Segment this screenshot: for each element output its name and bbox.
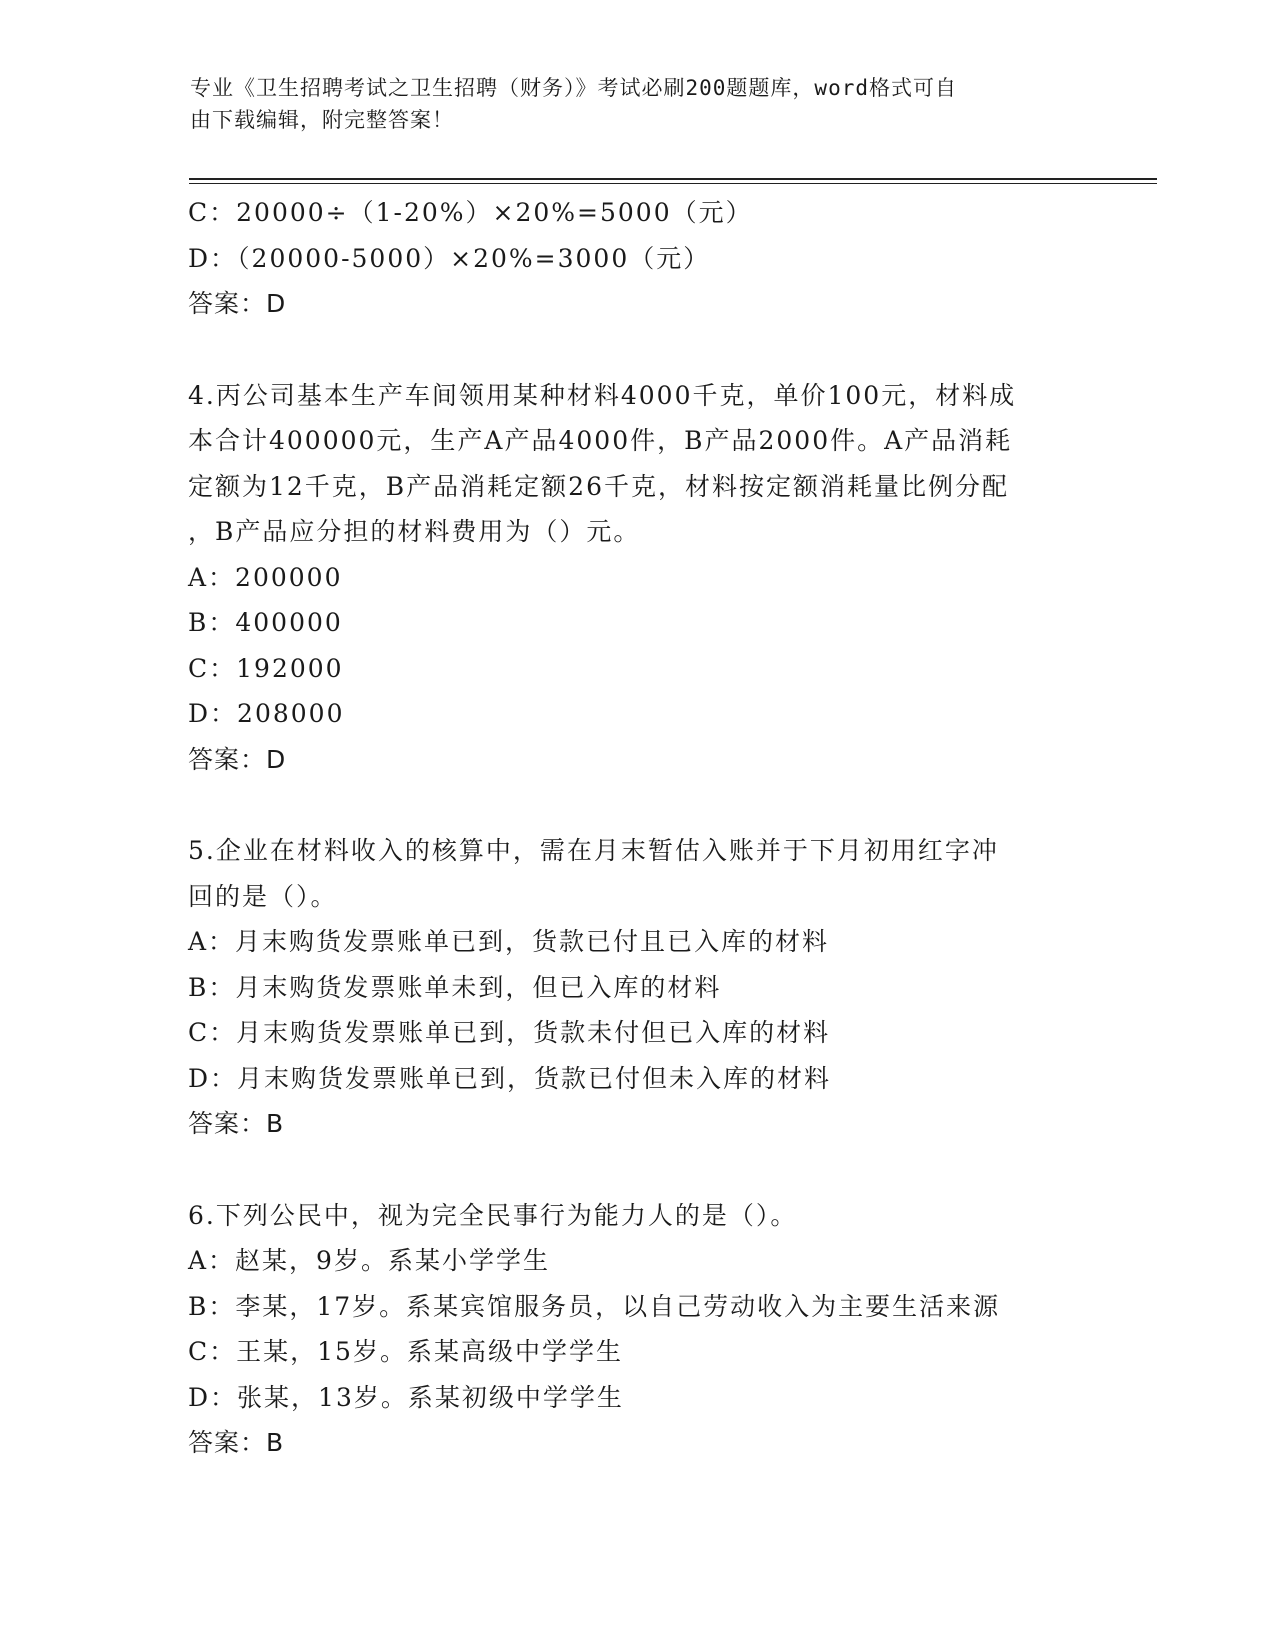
answer: 答案：D — [188, 289, 287, 318]
question-3-tail — [188, 190, 1088, 327]
document-body — [188, 190, 1088, 1466]
question-text: 4.丙公司基本生产车间领用某种材料4000千克，单价100元，材料成 — [188, 380, 1017, 410]
answer: 答案：B — [188, 1109, 285, 1138]
answer: 答案：B — [188, 1428, 285, 1457]
option-d: D：208000 — [188, 699, 345, 728]
option-a: A：月末购货发票账单已到，货款已付且已入库的材料 — [188, 927, 830, 956]
option-d: D：（20000-5000）×20%=3000（元） — [188, 243, 711, 273]
header-rule-thin — [189, 183, 1157, 184]
header-line: 由下载编辑，附完整答案！ — [190, 108, 454, 132]
document-header — [190, 72, 1090, 136]
option-b: B：400000 — [188, 608, 343, 637]
question-5 — [188, 828, 1088, 1147]
header-rule — [189, 178, 1157, 180]
question-text: ，B产品应分担的材料费用为（）元。 — [188, 517, 641, 546]
option-a: A：200000 — [188, 562, 343, 592]
question-text: 定额为12千克，B产品消耗定额26千克，材料按定额消耗量比例分配 — [188, 471, 1009, 501]
question-text: 5.企业在材料收入的核算中，需在月末暂估入账并于下月初用红字冲 — [188, 836, 999, 865]
answer: 答案：D — [188, 744, 287, 774]
question-text: 6.下列公民中，视为完全民事行为能力人的是（）。 — [188, 1200, 798, 1230]
option-c: C：20000÷（1-20%）×20%=5000（元） — [188, 198, 753, 227]
option-d: D：月末购货发票账单已到，货款已付但未入库的材料 — [188, 1063, 832, 1093]
question-4 — [188, 373, 1088, 783]
header-line: 专业《卫生招聘考试之卫生招聘（财务）》考试必刷200题题库，word格式可自 — [190, 76, 957, 100]
option-a: A：赵某，9岁。系某小学学生 — [188, 1246, 550, 1275]
option-d: D：张某，13岁。系某初级中学学生 — [188, 1382, 624, 1412]
question-6 — [188, 1193, 1088, 1466]
option-c: C：王某，15岁。系某高级中学学生 — [188, 1337, 623, 1366]
option-c: C：192000 — [188, 653, 344, 683]
option-b: B：李某，17岁。系某宾馆服务员，以自己劳动收入为主要生活来源 — [188, 1291, 1001, 1321]
option-c: C：月末购货发票账单已到，货款未付但已入库的材料 — [188, 1018, 831, 1047]
question-text: 本合计400000元，生产A产品4000件，B产品2000件。A产品消耗 — [188, 426, 1013, 455]
question-text: 回的是（）。 — [188, 881, 338, 911]
option-b: B：月末购货发票账单未到，但已入库的材料 — [188, 972, 722, 1002]
